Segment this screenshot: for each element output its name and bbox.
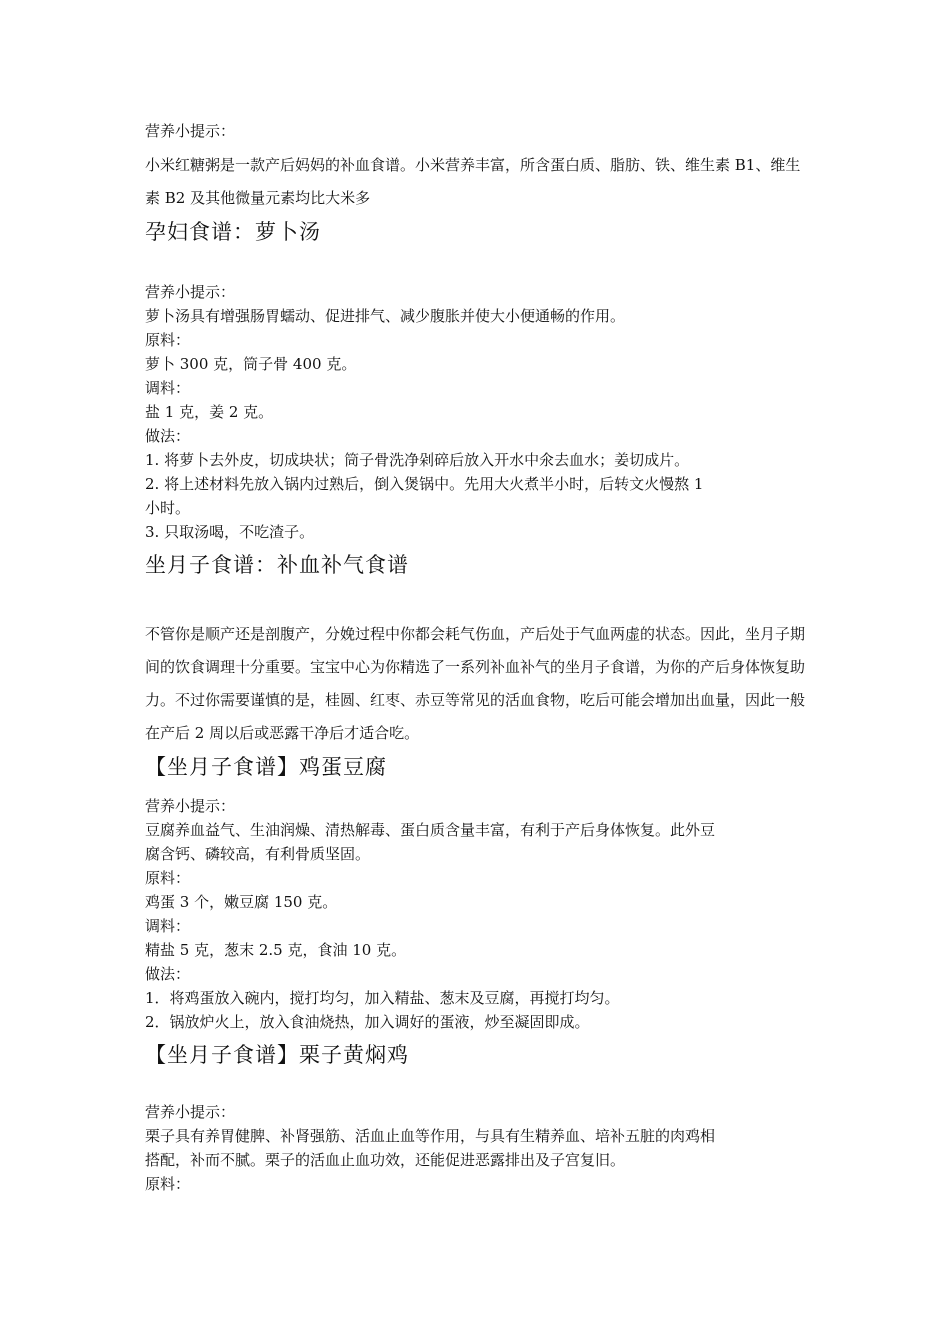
section-heading-chestnut-chicken: 【坐月子食谱】栗子黄焖鸡 <box>145 1043 409 1067</box>
section-heading-blood-qi: 坐月子食谱：补血补气食谱 <box>145 553 409 577</box>
section-heading-radish-soup: 孕妇食谱：萝卜汤 <box>145 220 321 244</box>
seasoning-text: 盐 1 克，姜 2 克。 <box>145 403 274 421</box>
ingredients-text: 萝卜 300 克，筒子骨 400 克。 <box>145 355 357 373</box>
method-step: 1．将鸡蛋放入碗内，搅打均匀，加入精盐、葱末及豆腐，再搅打均匀。 <box>145 989 620 1007</box>
method-label: 做法： <box>145 427 191 445</box>
ingredients-label: 原料： <box>145 869 191 887</box>
method-step: 2．锅放炉火上，放入食油烧热，加入调好的蛋液，炒至凝固即成。 <box>145 1013 590 1031</box>
ingredients-label: 原料： <box>145 331 191 349</box>
seasoning-text: 精盐 5 克，葱末 2.5 克，食油 10 克。 <box>145 941 407 959</box>
tip-body: 小米红糖粥是一款产后妈妈的补血食谱。小米营养丰富，所含蛋白质、脂肪、铁、维生素 B1、维生素 B2 及其他微量元素均比大米多 <box>145 156 801 207</box>
method-step: 3. 只取汤喝，不吃渣子。 <box>145 523 315 541</box>
tip-body: 腐含钙、磷较高，有利骨质坚固。 <box>145 845 371 863</box>
tip-body: 栗子具有养胃健脾、补肾强筋、活血止血等作用，与具有生精养血、培补五脏的肉鸡相 <box>145 1127 716 1145</box>
ingredients-text: 鸡蛋 3 个，嫩豆腐 150 克。 <box>145 893 338 911</box>
document-content <box>145 119 813 1196</box>
tip-label: 营养小提示： <box>145 797 236 815</box>
tip-label: 营养小提示： <box>145 283 236 301</box>
seasoning-label: 调料： <box>145 379 191 397</box>
method-step: 2. 将上述材料先放入锅内过熟后，倒入煲锅中。先用大火煮半小时，后转文火慢熬 1 <box>145 475 704 493</box>
method-step: 1. 将萝卜去外皮，切成块状；筒子骨洗净剁碎后放入开水中氽去血水；姜切成片。 <box>145 451 690 469</box>
intro-paragraph: 不管你是顺产还是剖腹产，分娩过程中你都会耗气伤血，产后处于气血两虚的状态。因此，坐月子期间的饮食调理十分重要。宝宝中心为你精选了一系列补血补气的坐月子食谱，为你的产后身体恢复助力。不过你需要谨慎的是，桂圆、红枣、赤豆等常见的活血食物，吃后可能会增加出血量，因此一般在产后 2 周以后或恶露干净后才适合吃。 <box>145 625 806 742</box>
method-step: 小时。 <box>145 499 191 517</box>
tip-body: 搭配，补而不腻。栗子的活血止血功效，还能促进恶露排出及子宫复旧。 <box>145 1151 626 1169</box>
tip-body: 萝卜汤具有增强肠胃蠕动、促进排气、减少腹胀并使大小便通畅的作用。 <box>145 307 626 325</box>
ingredients-label: 原料： <box>145 1175 191 1193</box>
seasoning-label: 调料： <box>145 917 191 935</box>
tip-label: 营养小提示： <box>145 1103 236 1121</box>
tip-label: 营养小提示： <box>145 122 236 140</box>
section-heading-egg-tofu: 【坐月子食谱】鸡蛋豆腐 <box>145 755 387 779</box>
method-label: 做法： <box>145 965 191 983</box>
tip-body: 豆腐养血益气、生油润燥、清热解毒、蛋白质含量丰富，有利于产后身体恢复。此外豆 <box>145 821 716 839</box>
